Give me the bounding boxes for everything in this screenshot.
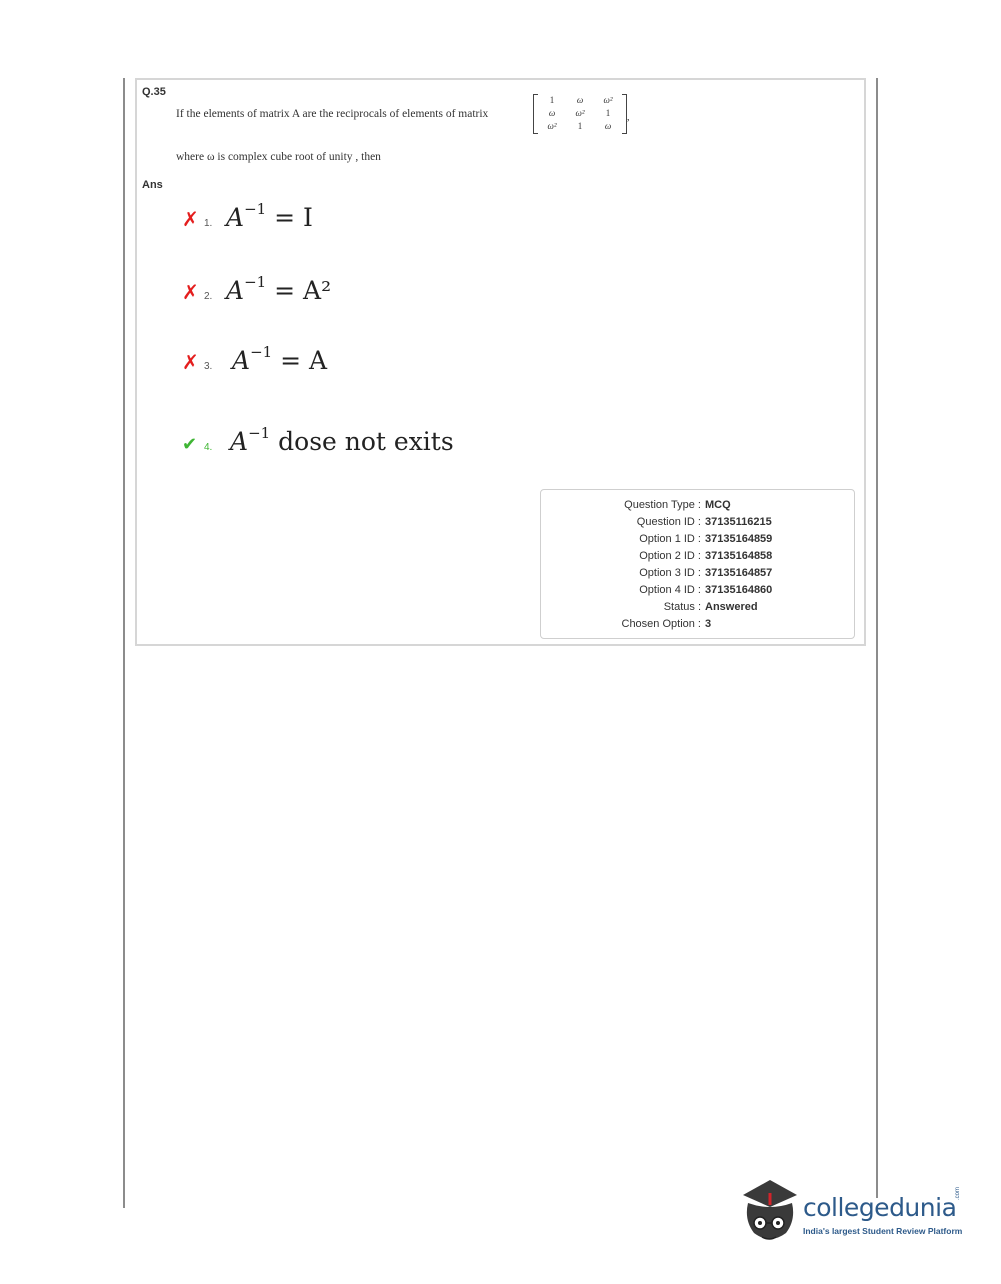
- question-info-panel: [540, 489, 855, 639]
- answer-label: Ans: [142, 179, 163, 191]
- logo-wordmark: collegedunia: [803, 1193, 957, 1222]
- option-number: 3.: [204, 361, 213, 372]
- info-value: 37135164859: [705, 533, 773, 545]
- cross-icon: ✗: [182, 352, 199, 374]
- question-matrix: [533, 94, 627, 134]
- matrix-cell: 1: [577, 121, 583, 131]
- matrix-cell: ω: [548, 108, 556, 118]
- info-value: 3: [705, 618, 712, 630]
- info-label: Question ID :: [636, 516, 701, 528]
- info-label: Status :: [663, 601, 701, 613]
- option-2: [182, 273, 331, 305]
- matrix-cell: 1: [549, 95, 555, 105]
- matrix-cell: 1: [605, 108, 611, 118]
- check-icon: ✔: [182, 434, 198, 454]
- logo-tagline: India's largest Student Review Platform: [803, 1226, 963, 1236]
- logo-domain: .com: [955, 1186, 961, 1200]
- option-formula: $A^{-1} = A$: [232, 343, 328, 375]
- cross-icon: ✗: [182, 209, 199, 231]
- option-number: 4.: [204, 442, 213, 453]
- info-label: Option 1 ID :: [639, 533, 701, 545]
- info-value: 37135164858: [705, 550, 773, 562]
- info-label: Option 4 ID :: [639, 584, 701, 596]
- option-number: 2.: [204, 291, 213, 302]
- right-page-border: [876, 78, 878, 1198]
- info-label: Option 2 ID :: [639, 550, 701, 562]
- option-formula: $A^{-1} = A^2$: [226, 273, 332, 305]
- matrix-cell: ω: [576, 95, 584, 105]
- matrix-comma: ,: [627, 112, 630, 123]
- info-value: 37135164857: [705, 567, 773, 579]
- info-label: Option 3 ID :: [639, 567, 701, 579]
- question-number: Q.35: [142, 86, 166, 98]
- option-4: [182, 424, 454, 456]
- matrix-cell: ω²: [575, 108, 585, 118]
- info-value: 37135116215: [705, 516, 772, 528]
- info-value: MCQ: [705, 499, 731, 511]
- question-text: If the elements of matrix A are the reciprocals of elements of matrix: [176, 108, 489, 120]
- left-page-border: [123, 78, 125, 1208]
- cross-icon: ✗: [182, 282, 199, 304]
- matrix-cell: ω²: [603, 95, 613, 105]
- option-formula: $A^{-1}$ dose not exits: [230, 424, 454, 456]
- info-value: 37135164860: [705, 584, 773, 596]
- option-formula: $A^{-1} = I$: [226, 200, 313, 232]
- option-1: [182, 200, 313, 232]
- info-label: Question Type :: [624, 499, 701, 511]
- matrix-cell: ω²: [547, 121, 557, 131]
- option-number: 1.: [204, 218, 213, 229]
- question-text-line2: where ω is complex cube root of unity , then: [176, 151, 381, 163]
- option-3: [182, 343, 327, 375]
- info-label: Chosen Option :: [621, 618, 701, 630]
- matrix-cell: ω: [604, 121, 612, 131]
- info-value: Answered: [705, 601, 758, 613]
